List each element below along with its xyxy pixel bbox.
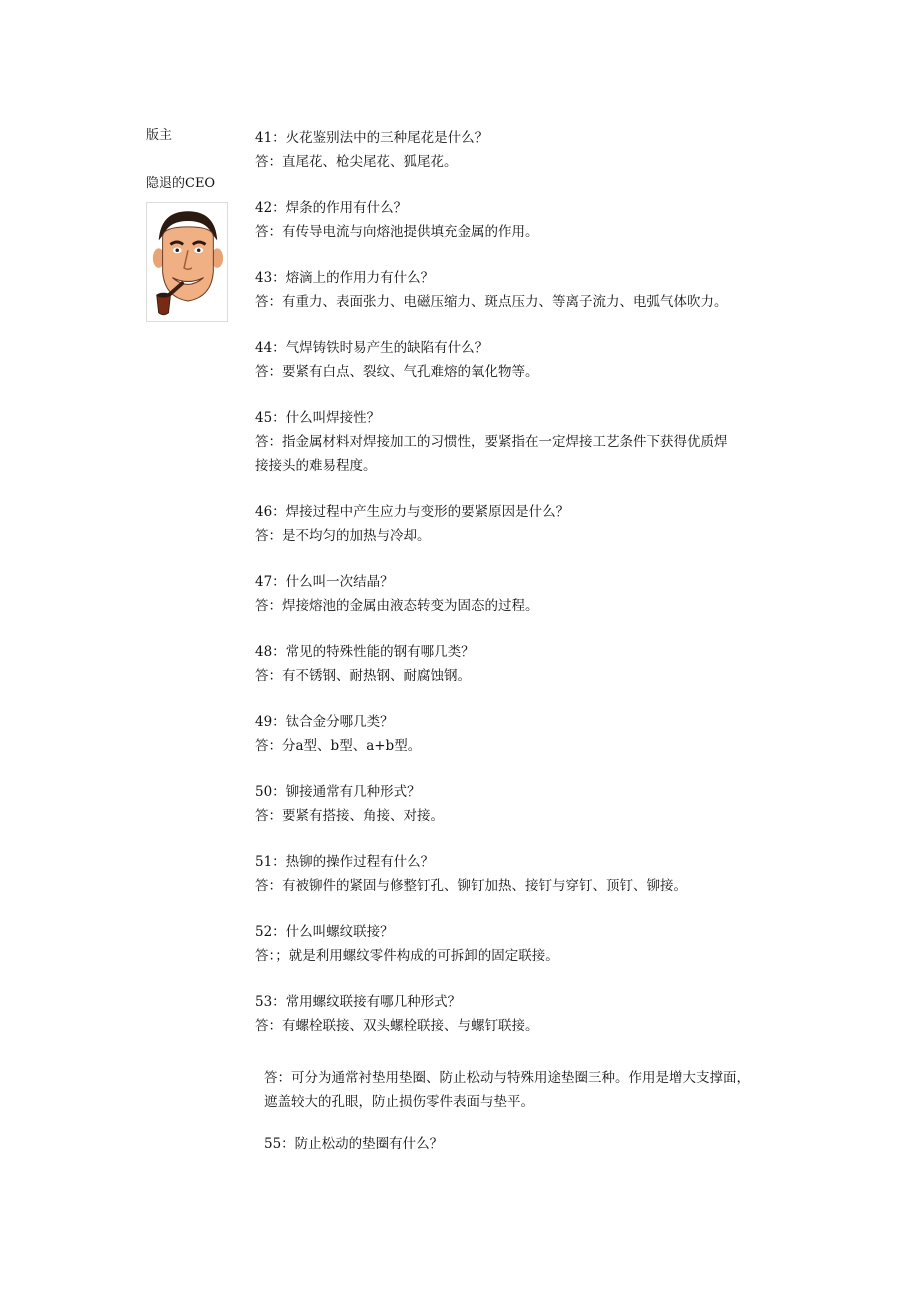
answer-line: 答：指金属材料对焊接加工的习惯性，要紧指在一定焊接工艺条件下获得优质焊 xyxy=(255,434,728,450)
qa-item xyxy=(255,500,795,548)
qa-item xyxy=(255,266,795,314)
qa-item xyxy=(255,406,795,478)
question-line: 55：防止松动的垫圈有什么？ xyxy=(264,1136,444,1152)
question-line: 52：什么叫螺纹联接？ xyxy=(255,924,394,940)
answer-line: 答：有不锈钢、耐热钢、耐腐蚀钢。 xyxy=(255,668,471,684)
answer-line: 答：；就是利用螺纹零件构成的可拆卸的固定联接。 xyxy=(255,948,559,964)
sidebar xyxy=(146,126,246,322)
qa-item xyxy=(255,336,795,384)
trailing-section xyxy=(264,1066,804,1156)
answer-line: 答：焊接熔池的金属由液态转变为固态的过程。 xyxy=(255,598,539,614)
question-line: 47：什么叫一次结晶？ xyxy=(255,574,394,590)
question-line: 44：气焊铸铁时易产生的缺陷有什么？ xyxy=(255,340,489,356)
qa-item xyxy=(255,126,795,174)
user-title: 隐退的CEO xyxy=(146,176,216,191)
question-line: 48：常见的特殊性能的钢有哪几类？ xyxy=(255,644,475,660)
answer-line: 答：有重力、表面张力、电磁压缩力、斑点压力、等离子流力、电弧气体吹力。 xyxy=(255,294,728,310)
qa-item xyxy=(255,710,795,758)
forum-role-label: 版主 xyxy=(146,128,173,143)
qa-item xyxy=(255,850,795,898)
qa-item xyxy=(255,920,795,968)
question-line: 49：钛合金分哪几类？ xyxy=(255,714,394,730)
qa-item xyxy=(255,570,795,618)
question-line: 43：熔滴上的作用力有什么？ xyxy=(255,270,435,286)
answer-line: 答：要紧有白点、裂纹、气孔难熔的氧化物等。 xyxy=(255,364,539,380)
answer-line: 答：分a型、b型、a+b型。 xyxy=(255,738,422,754)
qa-item xyxy=(255,640,795,688)
qa-list xyxy=(255,126,795,1060)
avatar xyxy=(146,202,228,322)
answer-line: 答：有被铆件的紧固与修整钉孔、铆钉加热、接钉与穿钉、顶钉、铆接。 xyxy=(255,878,687,894)
question-line: 50：铆接通常有几种形式？ xyxy=(255,784,421,800)
answer-line: 答：有传导电流与向熔池提供填充金属的作用。 xyxy=(255,224,539,240)
question-line: 42：焊条的作用有什么？ xyxy=(255,200,408,216)
question-line: 46：焊接过程中产生应力与变形的要紧原因是什么？ xyxy=(255,504,570,520)
answer-line: 接接头的难易程度。 xyxy=(255,458,377,474)
answer-line: 答：有螺栓联接、双头螺栓联接、与螺钉联接。 xyxy=(255,1018,539,1034)
answer-line: 答：可分为通常衬垫用垫圈、防止松动与特殊用途垫圈三种。作用是增大支撑面， xyxy=(264,1070,750,1086)
answer-line: 答：直尾花、枪尖尾花、狐尾花。 xyxy=(255,154,458,170)
question-line: 51：热铆的操作过程有什么？ xyxy=(255,854,435,870)
question-line: 41：火花鉴别法中的三种尾花是什么？ xyxy=(255,130,489,146)
answer-line: 遮盖较大的孔眼，防止损伤零件表面与垫平。 xyxy=(264,1094,534,1110)
qa-item xyxy=(255,780,795,828)
qa-item xyxy=(255,196,795,244)
question-line: 53：常用螺纹联接有哪几种形式？ xyxy=(255,994,462,1010)
qa-item xyxy=(255,990,795,1038)
answer-line: 答：是不均匀的加热与冷却。 xyxy=(255,528,431,544)
answer-line: 答：要紧有搭接、角接、对接。 xyxy=(255,808,444,824)
question-line: 45：什么叫焊接性？ xyxy=(255,410,381,426)
washer-answer xyxy=(264,1066,804,1114)
